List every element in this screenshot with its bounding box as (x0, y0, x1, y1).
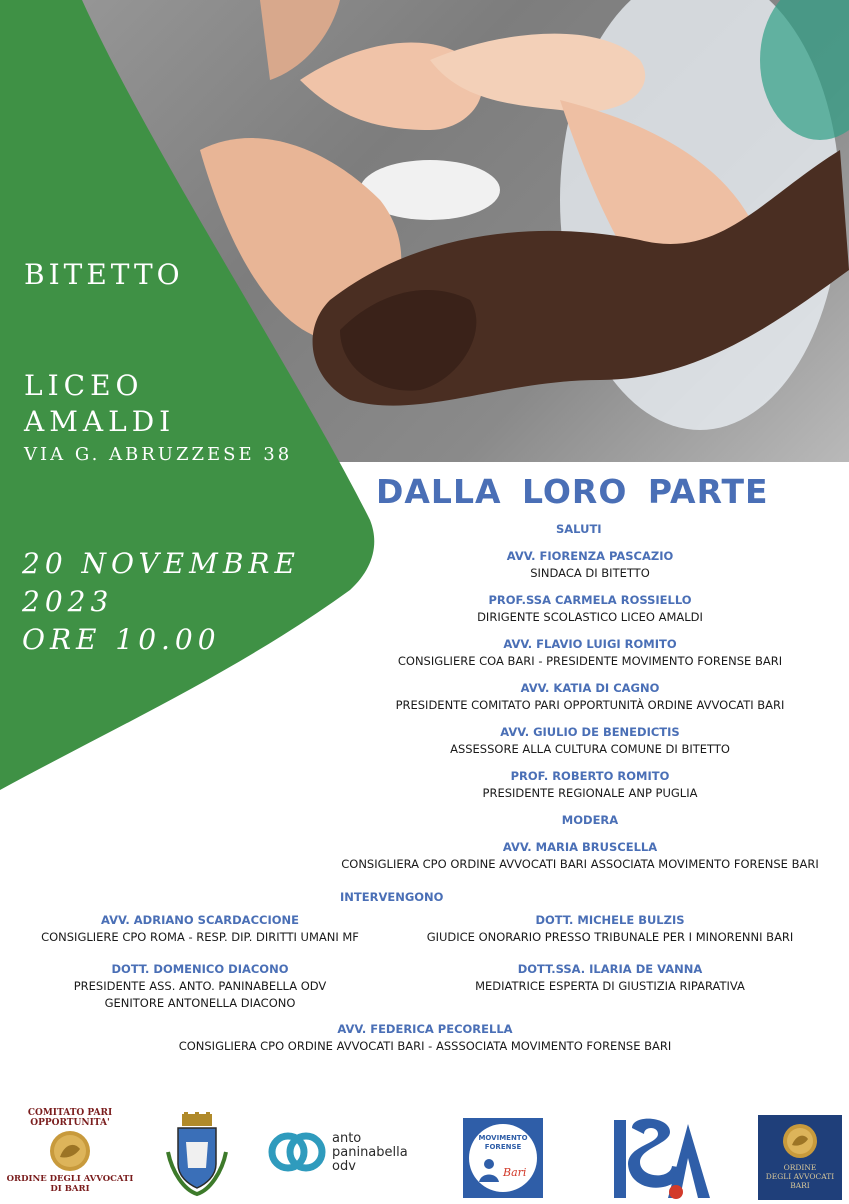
date-year: 2023 (22, 585, 114, 618)
anto-logo-line3: odv (332, 1159, 356, 1174)
speaker-role: CONSIGLIERE COA BARI - PRESIDENTE MOVIMENTO FORENSE BARI (397, 654, 783, 668)
speaker-block (340, 593, 840, 624)
panelist-name: AVV. FEDERICA PECORELLA (337, 1022, 513, 1036)
cpo-logo-bottom-line1: ORDINE DEGLI AVVOCATI (6, 1174, 134, 1184)
panelist-block (400, 913, 820, 944)
movimento-forense-logo (463, 1118, 543, 1198)
panelist-role: MEDIATRICE ESPERTA DI GIUSTIZIA RIPARATIVA (475, 979, 745, 993)
panelist-role-2: GENITORE ANTONELLA DIACONO (104, 996, 296, 1010)
speaker-name: PROF. ROBERTO ROMITO (510, 769, 670, 783)
address: VIA G. ABRUZZESE 38 (24, 444, 293, 465)
panelist-block (10, 962, 390, 1010)
panelist-role: CONSIGLIERA CPO ORDINE AVVOCATI BARI - ASSSOCIATA MOVIMENTO FORENSE BARI (178, 1039, 672, 1053)
cpo-logo-bottom-line2: DI BARI (50, 1184, 90, 1194)
cpo-logo-top-line1: COMITATO PARI (27, 1108, 113, 1118)
date-time: ORE 10.00 (22, 623, 221, 656)
speaker-block (340, 769, 840, 800)
cpo-bari-logo (0, 1108, 140, 1198)
panelist-block (10, 913, 390, 944)
speaker-role: PRESIDENTE COMITATO PARI OPPORTUNITÀ ORDINE AVVOCATI BARI (395, 698, 785, 712)
panelist-block (400, 962, 820, 993)
speaker-block (340, 725, 840, 756)
speaker-role: ASSESSORE ALLA CULTURA COMUNE DI BITETTO (450, 742, 730, 756)
date-day: 20 NOVEMBRE (22, 547, 300, 580)
oab-logo-line1: ORDINE (783, 1163, 817, 1172)
coin-seal-icon (40, 1129, 100, 1173)
panelist-role: GIUDICE ONORARIO PRESSO TRIBUNALE PER I MINORENNI BARI (426, 930, 794, 944)
mf-logo-line2: FORENSE (484, 1143, 522, 1151)
speaker-name: AVV. FLAVIO LUIGI ROMITO (503, 637, 677, 651)
bitetto-coat-of-arms (162, 1112, 232, 1200)
city-name: BITETTO (24, 258, 184, 291)
isa-logo (610, 1118, 710, 1200)
school-name-line2: AMALDI (24, 405, 176, 438)
mf-logo-line3: Bari (503, 1166, 527, 1179)
speaker-block (340, 549, 840, 580)
sponsor-logos (0, 1100, 849, 1200)
anto-paninabella-logo (268, 1130, 438, 1180)
panelist-name: DOTT. DOMENICO DIACONO (111, 962, 289, 976)
modera-heading: MODERA (561, 813, 619, 827)
speaker-block (330, 681, 849, 712)
cpo-logo-top-line2: OPPORTUNITA' (30, 1118, 110, 1128)
anto-logo-line2: paninabella (332, 1145, 408, 1160)
ordine-avvocati-bari-logo (758, 1115, 842, 1200)
speaker-role: PRESIDENTE REGIONALE ANP PUGLIA (482, 786, 698, 800)
speaker-name: AVV. GIULIO DE BENEDICTIS (500, 725, 680, 739)
speaker-role: DIRIGENTE SCOLASTICO LICEO AMALDI (477, 610, 703, 624)
speaker-role: SINDACA DI BITETTO (530, 566, 650, 580)
panelist-name: AVV. ADRIANO SCARDACCIONE (100, 913, 300, 927)
school-name (24, 368, 175, 440)
moderator-name: AVV. MARIA BRUSCELLA (502, 840, 658, 854)
isa-mark-icon (610, 1118, 710, 1200)
panelist-name: DOTT.SSA. ILARIA DE VANNA (517, 962, 703, 976)
panelist-role: PRESIDENTE ASS. ANTO. PANINABELLA ODV (73, 979, 327, 993)
coat-of-arms-icon (162, 1112, 232, 1198)
intervengono-heading: INTERVENGONO (340, 890, 444, 904)
gold-coin-icon (780, 1121, 820, 1161)
moderator-role: CONSIGLIERA CPO ORDINE AVVOCATI BARI ASSOCIATA MOVIMENTO FORENSE BARI (341, 857, 819, 871)
event-title: DALLA LORO PARTE (376, 472, 769, 511)
panelist-block (100, 1022, 750, 1053)
speaker-name: PROF.SSA CARMELA ROSSIELLO (488, 593, 692, 607)
panelist-role: CONSIGLIERE CPO ROMA - RESP. DIP. DIRITTI UMANI MF (41, 930, 359, 944)
speaker-block (340, 637, 840, 668)
panelist-name: DOTT. MICHELE BULZIS (535, 913, 685, 927)
anto-logo-line1: anto (332, 1131, 362, 1146)
oab-logo-line2: DEGLI AVVOCATI (765, 1172, 835, 1181)
speaker-name: AVV. FIORENZA PASCAZIO (506, 549, 674, 563)
speaker-name: AVV. KATIA DI CAGNO (520, 681, 660, 695)
school-name-line1: LICEO (24, 369, 144, 402)
double-ring-icon (268, 1130, 328, 1174)
mf-logo-line1: MOVIMENTO (478, 1134, 528, 1142)
oab-logo-line3: BARI (790, 1181, 810, 1190)
event-date (22, 545, 300, 659)
saluti-heading: SALUTI (556, 522, 602, 536)
moderator-block (300, 840, 849, 871)
